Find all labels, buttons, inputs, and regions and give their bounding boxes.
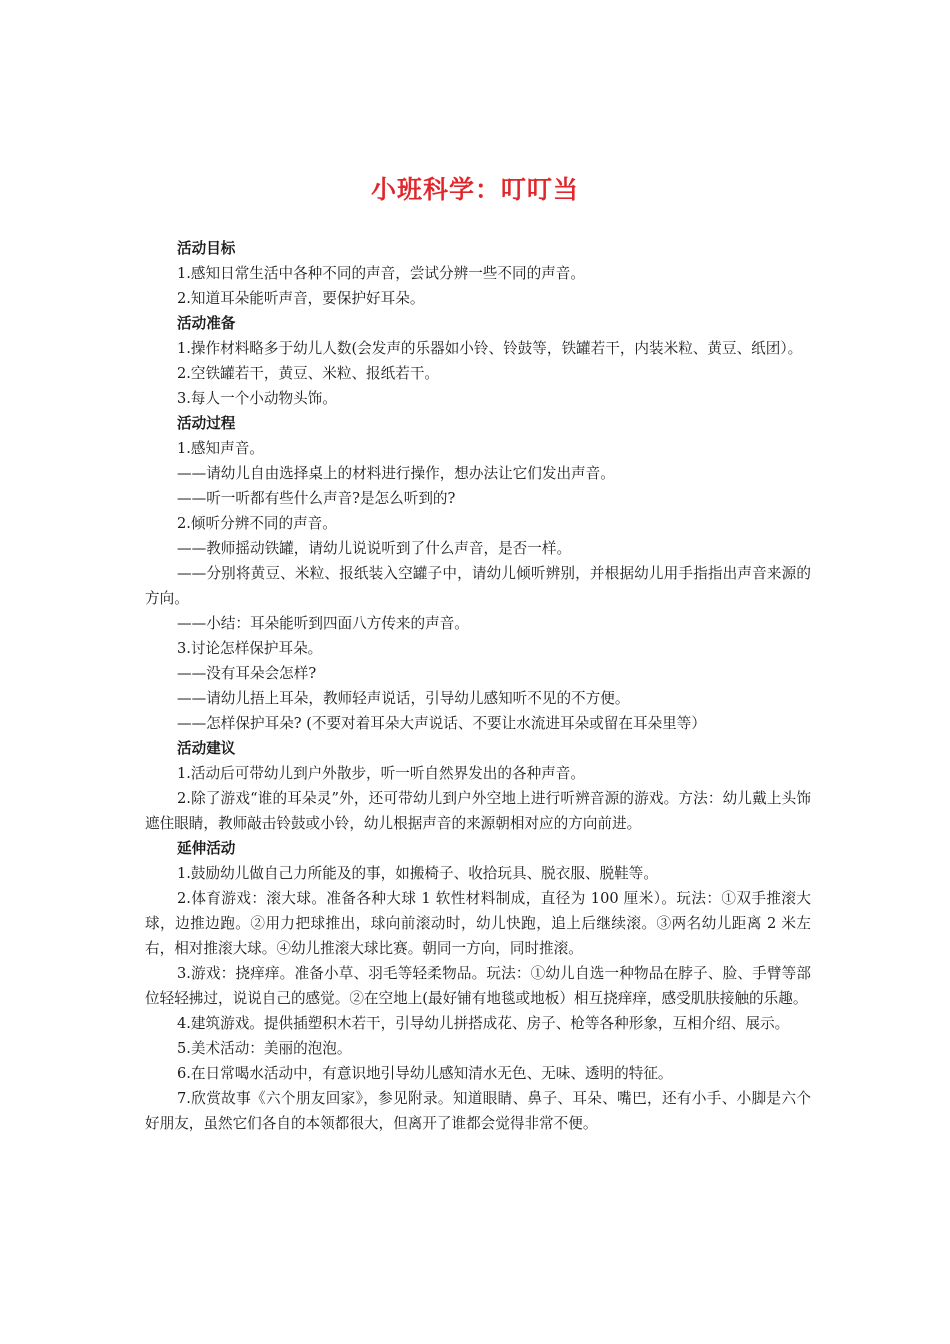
paragraph: 4.建筑游戏。提供插塑积木若干，引导幼儿拼搭成花、房子、枪等各种形象，互相介绍、展示。	[177, 1015, 790, 1032]
paragraph: ——请幼儿捂上耳朵，教师轻声说话，引导幼儿感知听不见的不方便。	[177, 690, 630, 707]
paragraph: ——教师摇动铁罐，请幼儿说说听到了什么声音，是否一样。	[177, 540, 572, 557]
document-body	[145, 236, 811, 1136]
section-heading: 活动准备	[177, 315, 236, 332]
paragraph: 1.鼓励幼儿做自己力所能及的事，如搬椅子、收拾玩具、脱衣服、脱鞋等。	[177, 865, 658, 882]
paragraph: ——分别将黄豆、米粒、报纸装入空罐子中，请幼儿倾听辨别，并根据幼儿用手指指出声音来源的方向。	[145, 565, 811, 607]
section-heading: 活动过程	[177, 415, 236, 432]
paragraph: 2.空铁罐若干，黄豆、米粒、报纸若干。	[177, 365, 440, 382]
paragraph: 7.欣赏故事《六个朋友回家》，参见附录。知道眼睛、鼻子、耳朵、嘴巴，还有小手、小脚是六个好朋友，虽然它们各自的本领都很大，但离开了谁都会觉得非常不便。	[145, 1090, 811, 1132]
document-title: 小班科学：叮叮当	[370, 175, 579, 204]
paragraph: ——听一听都有些什么声音?是怎么听到的?	[177, 490, 456, 507]
paragraph: ——怎样保护耳朵? (不要对着耳朵大声说话、不要让水流进耳朵或留在耳朵里等）	[177, 715, 706, 732]
paragraph: ——请幼儿自由选择桌上的材料进行操作，想办法让它们发出声音。	[177, 465, 615, 482]
paragraph: 2.知道耳朵能听声音，要保护好耳朵。	[177, 290, 425, 307]
paragraph: 1.操作材料略多于幼儿人数(会发声的乐器如小铃、铃鼓等，铁罐若干，内装米粒、黄豆、纸团）。	[177, 340, 803, 357]
paragraph: 2.倾听分辨不同的声音。	[177, 515, 337, 532]
paragraph: 2.除了游戏“谁的耳朵灵”外，还可带幼儿到户外空地上进行听辨音源的游戏。方法：幼儿戴上头饰遮住眼睛，教师敲击铃鼓或小铃，幼儿根据声音的来源朝相对应的方向前进。	[145, 790, 811, 832]
section-heading: 活动建议	[177, 740, 236, 757]
paragraph: 5.美术活动：美丽的泡泡。	[177, 1040, 352, 1057]
paragraph: 3.每人一个小动物头饰。	[177, 390, 337, 407]
paragraph: 1.活动后可带幼儿到户外散步，听一听自然界发出的各种声音。	[177, 765, 585, 782]
paragraph: 6.在日常喝水活动中，有意识地引导幼儿感知清水无色、无味、透明的特征。	[177, 1065, 673, 1082]
paragraph: 3.讨论怎样保护耳朵。	[177, 640, 323, 657]
section-heading: 延伸活动	[177, 840, 236, 857]
paragraph: ——没有耳朵会怎样?	[177, 665, 317, 682]
paragraph: 3.游戏：挠痒痒。准备小草、羽毛等轻柔物品。玩法：①幼儿自选一种物品在脖子、脸、手臂等部位轻轻拂过，说说自己的感觉。②在空地上(最好铺有地毯或地板）相互挠痒痒，感受肌肤接触的乐趣。	[145, 965, 811, 1007]
paragraph: 1.感知日常生活中各种不同的声音，尝试分辨一些不同的声音。	[177, 265, 585, 282]
paragraph: 2.体育游戏：滚大球。准备各种大球 1 软性材料制成，直径为 100 厘米）。玩法：①双手推滚大球，边推边跑。②用力把球推出，球向前滚动时，幼儿快跑，追上后继续滚。③两名幼儿距离 2 米左右，相对推滚大球。④幼儿推滚大球比赛。朝同一方向，同时推滚。	[145, 890, 811, 957]
paragraph: 1.感知声音。	[177, 440, 264, 457]
section-heading: 活动目标	[177, 240, 236, 257]
paragraph: ——小结：耳朵能听到四面八方传来的声音。	[177, 615, 469, 632]
